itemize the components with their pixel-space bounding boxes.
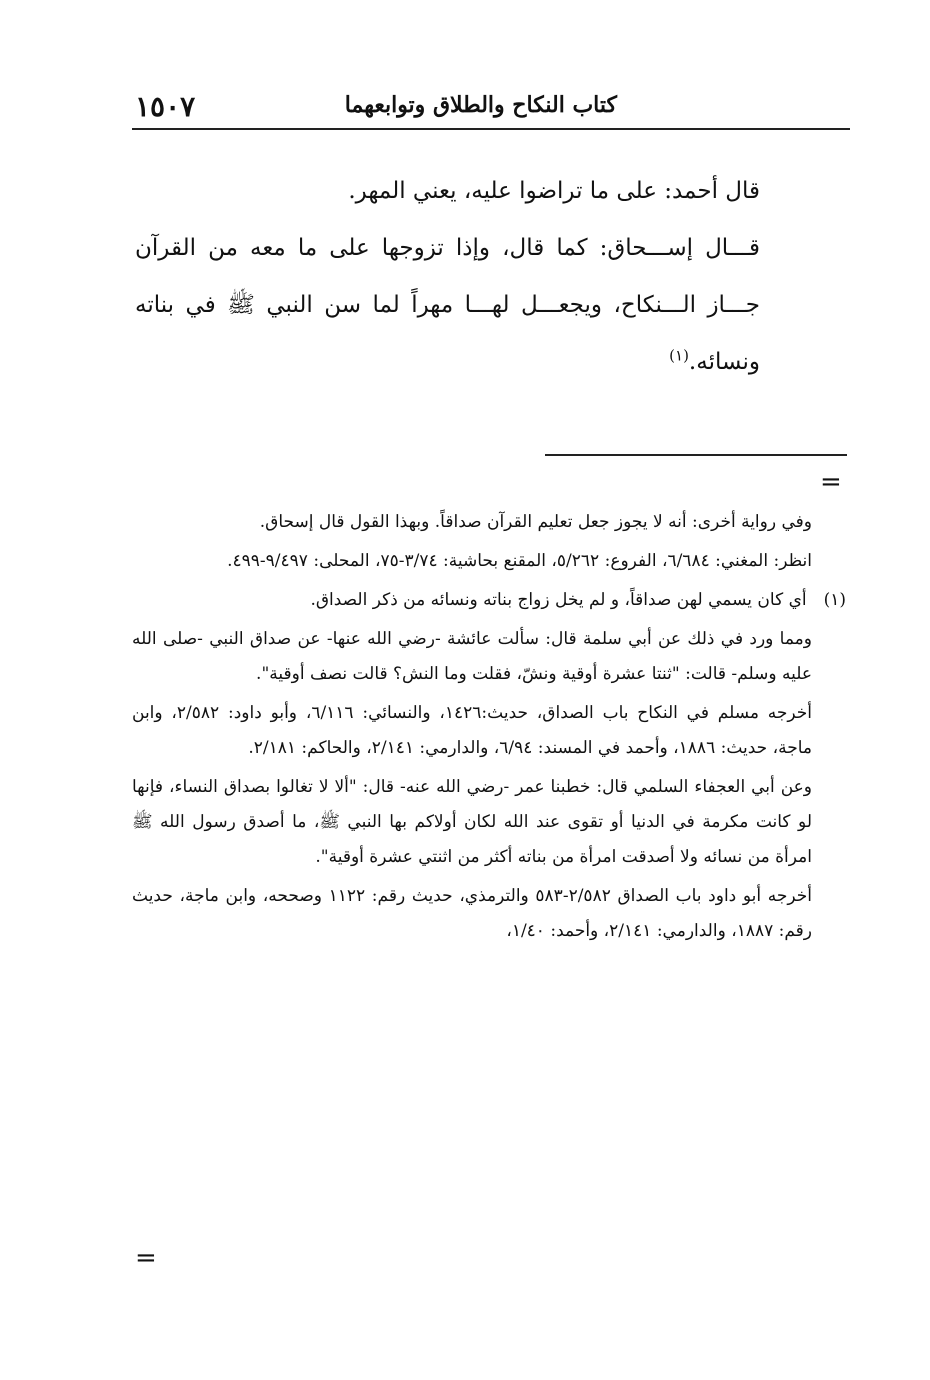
main-text bbox=[135, 163, 760, 391]
footnotes-section bbox=[132, 505, 846, 953]
footnote-paragraph: وفي رواية أخرى: أنه لا يجوز جعل تعليم القرآن صداقاً. وبهذا القول قال إسحاق. bbox=[259, 512, 812, 532]
page-header bbox=[135, 88, 847, 130]
header-rule bbox=[132, 128, 850, 130]
footnote-1-text: أي كان يسمي لهن صداقاً، و لم يخل زواج بناته ونسائه من ذكر الصداق. bbox=[310, 590, 807, 610]
footnote-number: (١) bbox=[823, 590, 846, 610]
footnote-paragraph: انظر: المغني: ٦/٦٨٤، الفروع: ٥/٢٦٢، المقنع بحاشية: ٣/٧٤-٧٥، المحلى: ٩/٤٩٧-٤٩٩. bbox=[227, 551, 812, 571]
running-title: كتاب النكاح والطلاق وتوابعهما bbox=[344, 92, 617, 118]
main-paragraph-1-text: قال أحمد: على ما تراضوا عليه، يعني المهر. bbox=[348, 178, 760, 204]
footnote-reference[interactable]: (١) bbox=[669, 346, 689, 365]
main-paragraph-1 bbox=[135, 163, 760, 220]
continuation-mark-bottom: = bbox=[135, 1243, 157, 1273]
footnote-paragraph: أخرجه مسلم في النكاح باب الصداق، حديث:١٤٢٦، والنسائي: ٦/١١٦، وأبو داود: ٢/٥٨٢، وابن ماجة، حديث: ١٨٨٦، وأحمد في المسند: ٦/٩٤، والدارمي: ٢/١٤١، والحاكم: ٢/١٨١. bbox=[132, 703, 813, 758]
continuation-mark-top: = bbox=[820, 467, 842, 497]
footnote-divider bbox=[545, 454, 847, 456]
page-number: ١٥٠٧ bbox=[135, 90, 196, 123]
main-paragraph-2-text: قـــال إســـحاق: كما قال، وإذا تزوجها على ما معه من القرآن جـــاز الـــنكاح، ويجعـــل لهـــا مهراً لما سن النبي ﷺ في بناته ونسائه. bbox=[135, 235, 760, 375]
footnote-paragraph: أخرجه أبو داود باب الصداق ٢/٥٨٢-٥٨٣ والترمذي، حديث رقم: ١١٢٢ وصححه، وابن ماجة، حديث رقم: ١٨٨٧، والدارمي: ٢/١٤١، وأحمد: ١/٤٠، bbox=[132, 886, 813, 941]
footnote-1 bbox=[132, 583, 846, 618]
footnote-paragraph: ومما ورد في ذلك عن أبي سلمة قال: سألت عائشة -رضي الله عنها- عن صداق النبي -صلى الله عليه وسلم- قالت: "ثنتا عشرة أوقية ونشّ، فقلت وما النش؟ قالت نصف أوقية". bbox=[132, 629, 812, 684]
footnote-paragraph: وعن أبي العجفاء السلمي قال: خطبنا عمر -رضي الله عنه- قال: "ألا لا تغالوا بصداق النساء، فإنها لو كانت مكرمة في الدنيا أو تقوى عند الله لكان أولاكم بها النبي ﷺ، ما أصدق رسول الله ﷺ امرأة من نسائه ولا أصدقت امرأة من بناته أكثر من اثنتي عشرة أوقية". bbox=[132, 777, 812, 867]
main-paragraph-2 bbox=[135, 220, 760, 391]
